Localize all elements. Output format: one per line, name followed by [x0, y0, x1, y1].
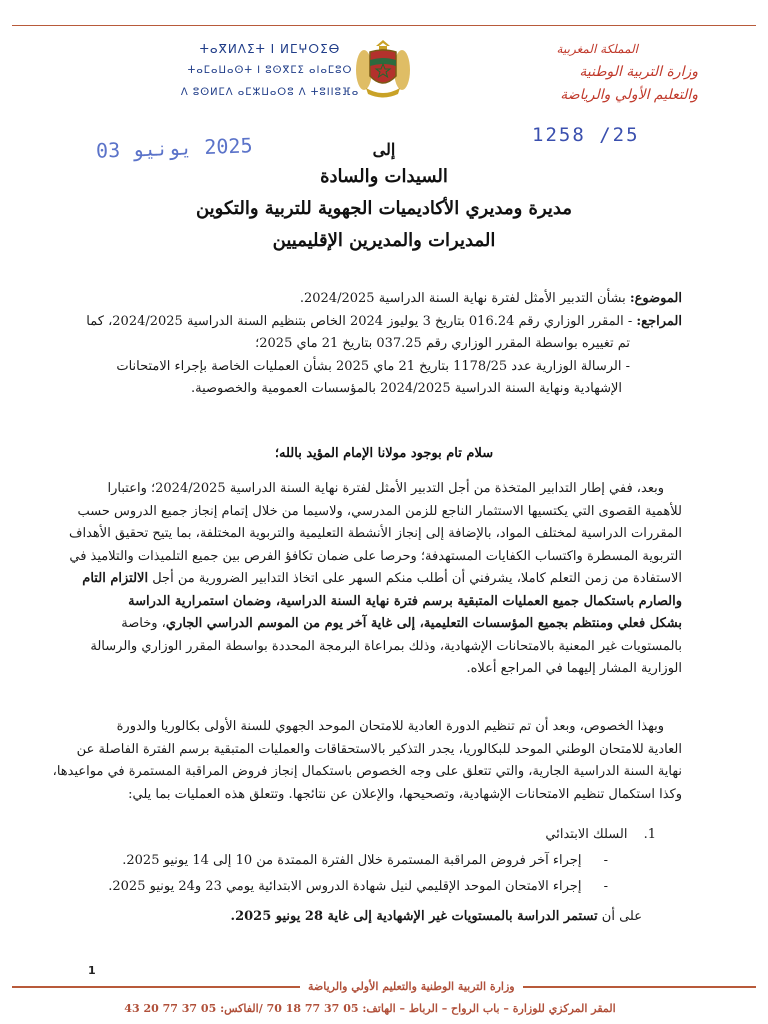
paragraph-1-bold-line-1: والصارم باستكمال جميع العمليات المتبقية برسم فترة نهاية السنة الدراسية، وضمان استمرارية الدراسة: [128, 593, 682, 609]
page-number: 1: [88, 964, 96, 977]
reference-line-1: [72, 311, 682, 334]
reference-text-1: - المقرر الوزاري رقم 016.24 بتاريخ 3 يوليوز 2024 الخاص بتنظيم السنة الدراسية 2024/2025، كما: [86, 313, 637, 329]
paragraph-1-bold-line-2: بشكل فعلي ومنتظم بجميع المؤسسات التعليمية، إلى غاية آخر يوم من الموسم الدراسي الجاري: [165, 616, 682, 631]
subject-line: [72, 288, 682, 311]
paragraph-1-line-7: [72, 613, 682, 636]
bullet-dash: -: [603, 853, 608, 868]
section-1-item-2: [108, 876, 608, 898]
tifinagh-line-3: ⴷ ⵓⵙⵍⵎⴷ ⴰⵎⵣⵡⴰⵔⵓ ⴷ ⵜⵓⵏⵏⵓⴼⴰ: [180, 87, 360, 98]
paragraph-1-line-7-tail: ، وخاصة: [121, 616, 166, 631]
tifinagh-line-1: ⵜⴰⴳⵍⴷⵉⵜ ⵏ ⵍⵎⵖⵔⵉⴱ: [199, 42, 341, 56]
subject-label: الموضوع:: [629, 291, 682, 306]
reference-line-3: - الرسالة الوزارية عدد 1178/25 بتاريخ 21 ماي 2025 بشأن العمليات الخاصة بإجراء الامتحانات: [116, 358, 630, 374]
section-1-title: السلك الابتدائي: [545, 827, 628, 842]
ministry-name-line-1: وزارة التربية الوطنية: [579, 64, 698, 80]
paragraph-1-line-9: الوزارية المشار إليهما في المراجع أعلاه.: [466, 661, 682, 676]
paragraph-1-line-4: التربوية المسطرة واكتساب الكفايات المستهدفة؛ وحرصا على ضمان تكافؤ الفرص بين جميع التلميذات والتلاميذ في: [69, 548, 682, 564]
paragraph-1: [69, 478, 682, 681]
ministry-header: [438, 38, 698, 107]
paragraph-1-line-8: بالمستويات غير المعنية بالامتحانات الإشهادية، وذلك بمراعاة البرمجة المحددة بواسطة المقرر الوزاري والرسالة: [90, 638, 682, 654]
paragraph-1-line-3: المقررات الدراسية لمختلف المواد، بالإضافة إلى إنجاز الأنشطة التعليمية والتربوية المختلفة، بما يتيح تحقيق الأهداف: [69, 526, 682, 541]
paragraph-2-line-4: وكذا استكمال تنظيم الامتحانات الإشهادية، وتصحيحها، والإعلان عن نتائجها. وتتعلق هذه العمليات بما يلي:: [128, 786, 682, 802]
ministry-name-line-2: والتعليم الأولي والرياضة: [560, 87, 698, 103]
footer-ministry: وزارة التربية الوطنية والتعليم الأولي والرياضة: [300, 980, 523, 993]
subject-references: [72, 288, 682, 401]
section-1-item-1-text: إجراء آخر فروض المراقبة المستمرة خلال الفترة الممتدة من 10 إلى 14 يونيو 2025.: [122, 853, 582, 868]
section-1-item-2-text: إجراء الامتحان الموحد الإقليمي لنيل شهادة الدروس الابتدائية يومي 23 و24 يونيو 2025.: [108, 879, 582, 894]
section-1-heading: [545, 824, 656, 846]
tifinagh-line-2: ⵜⴰⵎⴰⵡⴰⵙⵜ ⵏ ⵓⵙⴳⵎⵉ ⴰⵏⴰⵎⵓⵔ: [187, 65, 353, 76]
references-label: المراجع:: [636, 313, 682, 329]
paragraph-2-line-3: نهاية السنة الدراسية الجارية، والتي تتعلق على وجه الخصوص باستكمال إنجاز فروض المراقبة المستمرة في مواعيدها،: [52, 764, 682, 779]
footer-address: المقر المركزي للوزارة – باب الرواح – الرباط – الهاتف: 05 37 77 18 70 /الفاكس: 05 37 77 20 43: [124, 1002, 616, 1015]
subject-text: بشأن التدبير الأمثل لفترة نهاية السنة الدراسية 2024/2025.: [299, 291, 630, 306]
addressee-line-2: مديرة ومديري الأكاديميات الجهوية للتربية والتكوين: [195, 198, 573, 219]
addressee-line-3: المديرات والمديرين الإقليميين: [272, 230, 496, 251]
section-1-note-plain: على أن: [597, 909, 642, 924]
paragraph-1-line-5-bold: الالتزام التام: [82, 571, 149, 586]
paragraph-2: [52, 716, 682, 806]
addressee-to: إلى: [372, 140, 396, 159]
paragraph-1-line-2: للأهمية القصوى التي يكتسيها الاستثمار الناجع للزمن المدرسي، ولاسيما من خلال إتمام إنجاز جميع الدروس حسب: [77, 503, 682, 519]
header-rule: [12, 25, 756, 26]
reference-line-2: تم تغييره بواسطة المقرر الوزاري رقم 037.25 بتاريخ 21 ماي 2025؛: [255, 336, 630, 351]
reference-line-4: الإشهادية ونهاية السنة الدراسية 2024/2025 بالمؤسسات العمومية والخصوصية.: [190, 381, 622, 396]
kingdom-name: المملكة المغربية: [556, 42, 638, 56]
greeting: سلام تام بوجود مولانا الإمام المؤيد بالله؛: [274, 446, 494, 461]
paragraph-2-line-2: العادية للامتحان الوطني الموحد للبكالوريا، يجدر التذكير بالاستحقاقات والعمليات المتبقية برسم الفترة الفاصلة عن: [76, 741, 682, 757]
paragraph-1-line-5: [72, 568, 682, 591]
paragraph-1-line-5-plain: الاستفادة من زمن التعلم كاملا، يشرفني أن أطلب منكم السهر على اتخاذ التدابير الضرورية من أجل: [148, 571, 682, 586]
section-1-item-1: [122, 850, 608, 872]
section-1-number: 1.: [643, 827, 656, 842]
reference-number-stamp: 1258 /25: [532, 124, 640, 146]
coat-of-arms-icon: [352, 38, 414, 102]
section-1-note: [231, 906, 642, 928]
section-1-note-bold: تستمر الدراسة بالمستويات غير الإشهادية إلى غاية 28 يونيو 2025.: [230, 909, 598, 924]
addressee-line-1: السيدات والسادة: [320, 166, 448, 187]
tifinagh-header: [170, 38, 370, 104]
date-stamp: 2025 يونيو 03: [95, 133, 253, 163]
paragraph-1-line-1: وبعد، ففي إطار التدابير المتخذة من أجل التدبير الأمثل لفترة نهاية السنة الدراسية 2024/2025؛ واعتبارا: [107, 481, 664, 496]
bullet-dash: -: [603, 879, 608, 894]
paragraph-2-line-1: وبهذا الخصوص، وبعد أن تم تنظيم الدورة العادية للامتحان الموحد الجهوي للسنة الأولى بكالوريا والدورة: [116, 719, 664, 734]
